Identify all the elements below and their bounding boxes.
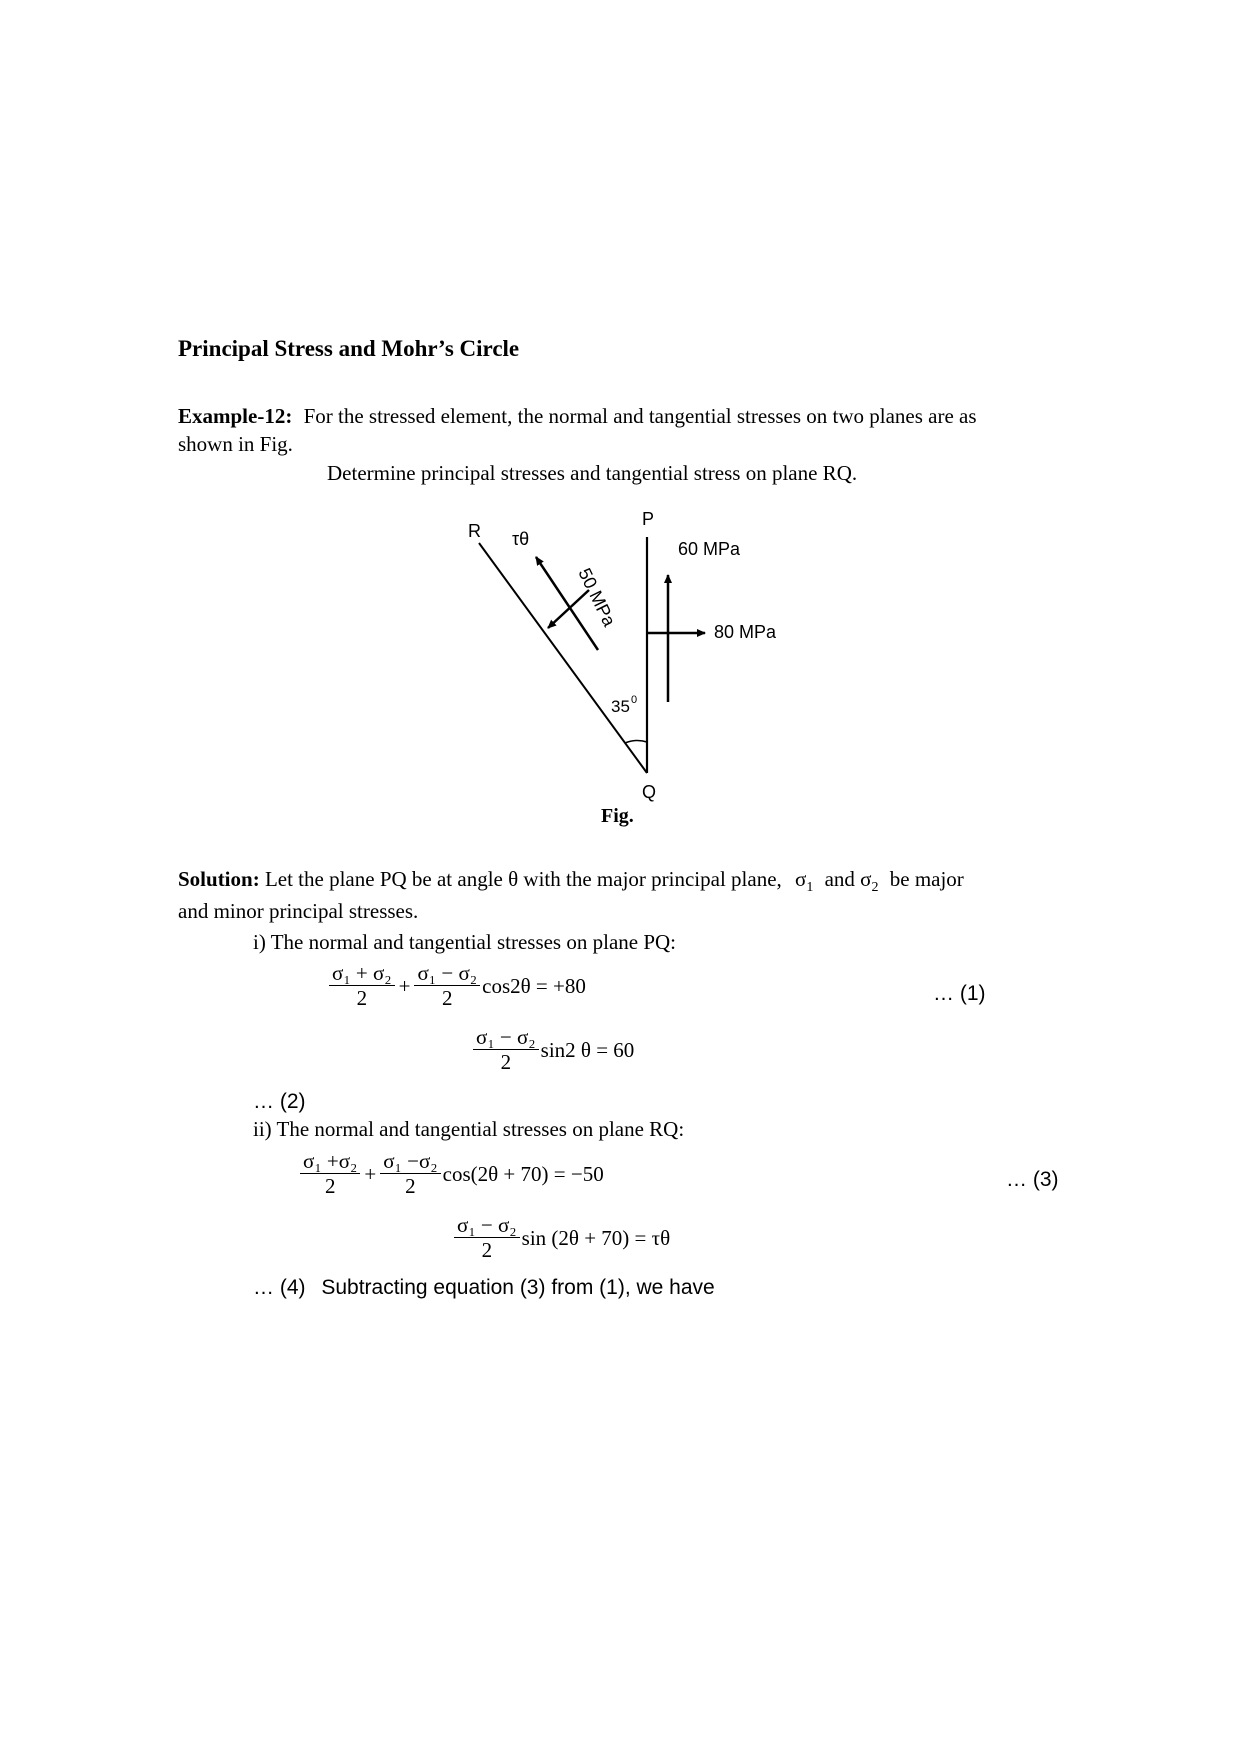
label-80-mpa: 80 MPa (714, 622, 777, 642)
equation-2: $\frac{\text{σ₁ − σ₂}}{2}$ sin2 θ = 60 (473, 1026, 634, 1074)
equation-4: $\frac{\text{σ₁ − σ₂}}{2}$ sin (2θ + 70) = τθ (454, 1214, 670, 1262)
label-q: Q (642, 782, 657, 802)
label-r: R (468, 521, 481, 541)
equation-number-1: … (1) (933, 982, 986, 1005)
label-angle: 35 (611, 697, 630, 716)
equation-number-3: … (3) (1006, 1168, 1059, 1191)
solution-text-1: Let the plane PQ be at angle θ with the major principal plane, (264, 867, 782, 891)
solution-line-2: and minor principal stresses. (178, 899, 419, 923)
solution-line-1 (178, 866, 964, 901)
example-line-2: shown in Fig. (178, 432, 293, 456)
angle-arc (625, 741, 647, 743)
and-text: and (824, 867, 855, 891)
equation-1: $\frac{\text{σ₁ + σ₂}}{2}$ + $\frac{\text{σ₁ − σ₂}}{2}$ cos2θ = +80 (329, 962, 586, 1010)
equation-number-4: … (4) (253, 1276, 306, 1299)
sigma-2: $\sigma_2$ (860, 867, 879, 896)
example-line-3: Determine principal stresses and tangential stress on plane RQ. (327, 461, 858, 485)
equation-number-2: … (2) (253, 1090, 306, 1113)
subtracting-text: Subtracting equation (3) from (1), we have (321, 1276, 715, 1299)
sigma-1: $\sigma_1$ (795, 867, 814, 896)
step-ii: ii) The normal and tangential stresses on plane RQ: (253, 1117, 685, 1141)
label-tau-theta: τθ (512, 529, 530, 549)
label-p: P (642, 509, 655, 529)
solution-text-1-end: be major (889, 867, 964, 891)
label-60-mpa: 60 MPa (678, 539, 741, 559)
normal-stress-50-arrow (548, 590, 589, 628)
solution-label: Solution: (178, 867, 260, 891)
label-angle-degree: 0 (631, 694, 638, 706)
label-50-mpa: 50 MPa (574, 564, 620, 630)
step-i: i) The normal and tangential stresses on plane PQ: (253, 930, 677, 954)
plane-rq-line (479, 543, 647, 773)
figure-caption: Fig. (601, 805, 634, 827)
example-text-1: For the stressed element, the normal and tangential stresses on two planes are as (303, 404, 977, 428)
equation-3: $\frac{\text{σ₁ +σ₂}}{2}$ + $\frac{\text{σ₁ −σ₂}}{2}$ cos(2θ + 70) = −50 (300, 1150, 604, 1198)
example-label: Example-12: (178, 404, 293, 428)
page-title: Principal Stress and Mohr’s Circle (178, 336, 520, 361)
equation-4-line (253, 1276, 715, 1300)
